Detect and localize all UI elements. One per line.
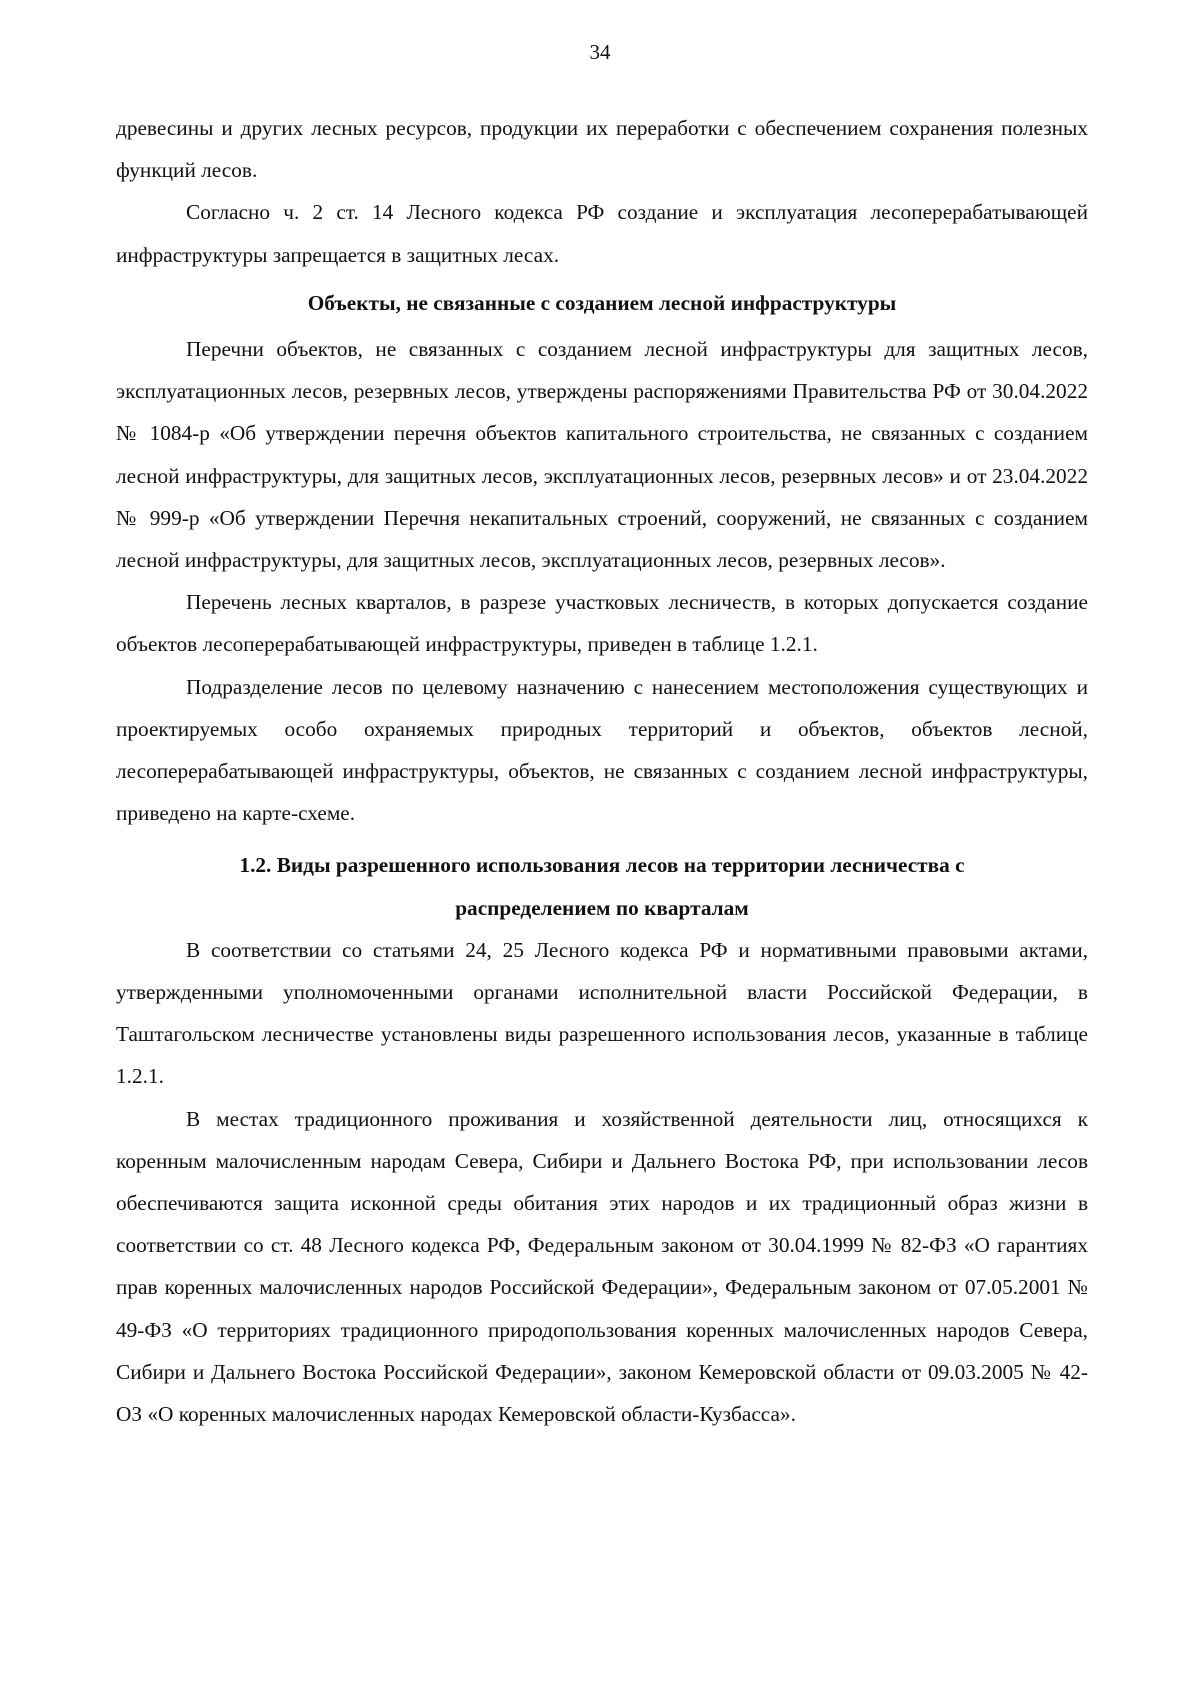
page-number: 34 — [589, 40, 611, 64]
section-heading-line-1: 1.2. Виды разрешенного использования лесов на территории лесничества с — [239, 853, 965, 878]
page-content — [116, 107, 1088, 1435]
paragraph-permitted-uses: В соответствии со статьями 24, 25 Лесного кодекса РФ и нормативными правовыми актами, утвержденными уполномоченными органами исполнительной власти Российской Федерации, в Таштагольском лесничестве установлены виды разрешенного использования лесов, указанные в таблице 1.2.1. — [116, 937, 1088, 1089]
subheading-non-infrastructure-objects: Объекты, не связанные с созданием лесной инфраструктуры — [307, 290, 897, 315]
section-heading-line-2: распределением по кварталам — [455, 895, 749, 920]
paragraph-indigenous-peoples: В местах традиционного проживания и хозяйственной деятельности лиц, относящихся к коренным малочисленным народам Севера, Сибири и Дальнего Востока РФ, при использовании лесов обеспечиваются защита исконной среды обитания этих народов и их традиционный образ жизни в соответствии со ст. 48 Лесного кодекса РФ, Федеральным законом от 30.04.1999 № 82-ФЗ «О гарантиях прав коренных малочисленных народов Российской Федерации», Федеральным законом от 07.05.2001 № 49-ФЗ «О территориях традиционного природопользования коренных малочисленных народов Севера, Сибири и Дальнего Востока Российской Федерации», законом Кемеровской области от 09.03.2005 № 42-ОЗ «О коренных малочисленных народах Кемеровской области-Кузбасса». — [116, 1106, 1088, 1427]
paragraph-forest-code-article-14: Согласно ч. 2 ст. 14 Лесного кодекса РФ создание и эксплуатация лесоперерабатывающей инфраструктуры запрещается в защитных лесах. — [116, 200, 1088, 267]
paragraph-forest-quarters: Перечень лесных кварталов, в разрезе участковых лесничеств, в которых допускается создание объектов лесоперерабатывающей инфраструктуры, приведен в таблице 1.2.1. — [116, 590, 1088, 657]
paragraph-continuation: древесины и других лесных ресурсов, продукции их переработки с обеспечением сохранения полезных функций лесов. — [116, 116, 1088, 183]
paragraph-forest-subdivision: Подразделение лесов по целевому назначению с нанесением местоположения существующих и проектируемых особо охраняемых природных территорий и объектов, объектов лесной, лесоперерабатывающей инфраструктуры, объектов, не связанных с созданием лесной инфраструктуры, приведено на карте-схеме. — [116, 674, 1088, 826]
paragraph-objects-lists: Перечни объектов, не связанных с созданием лесной инфраструктуры для защитных лесов, эксплуатационных лесов, резервных лесов, утверждены распоряжениями Правительства РФ от 30.04.2022 № 1084-р «Об утверждении перечня объектов капитального строительства, не связанных с созданием лесной инфраструктуры, для защитных лесов, эксплуатационных лесов, резервных лесов» и от 23.04.2022 № 999-р «Об утверждении Перечня некапитальных строений, сооружений, не связанных с созданием лесной инфраструктуры, для защитных лесов, эксплуатационных лесов, резервных лесов». — [116, 337, 1088, 573]
